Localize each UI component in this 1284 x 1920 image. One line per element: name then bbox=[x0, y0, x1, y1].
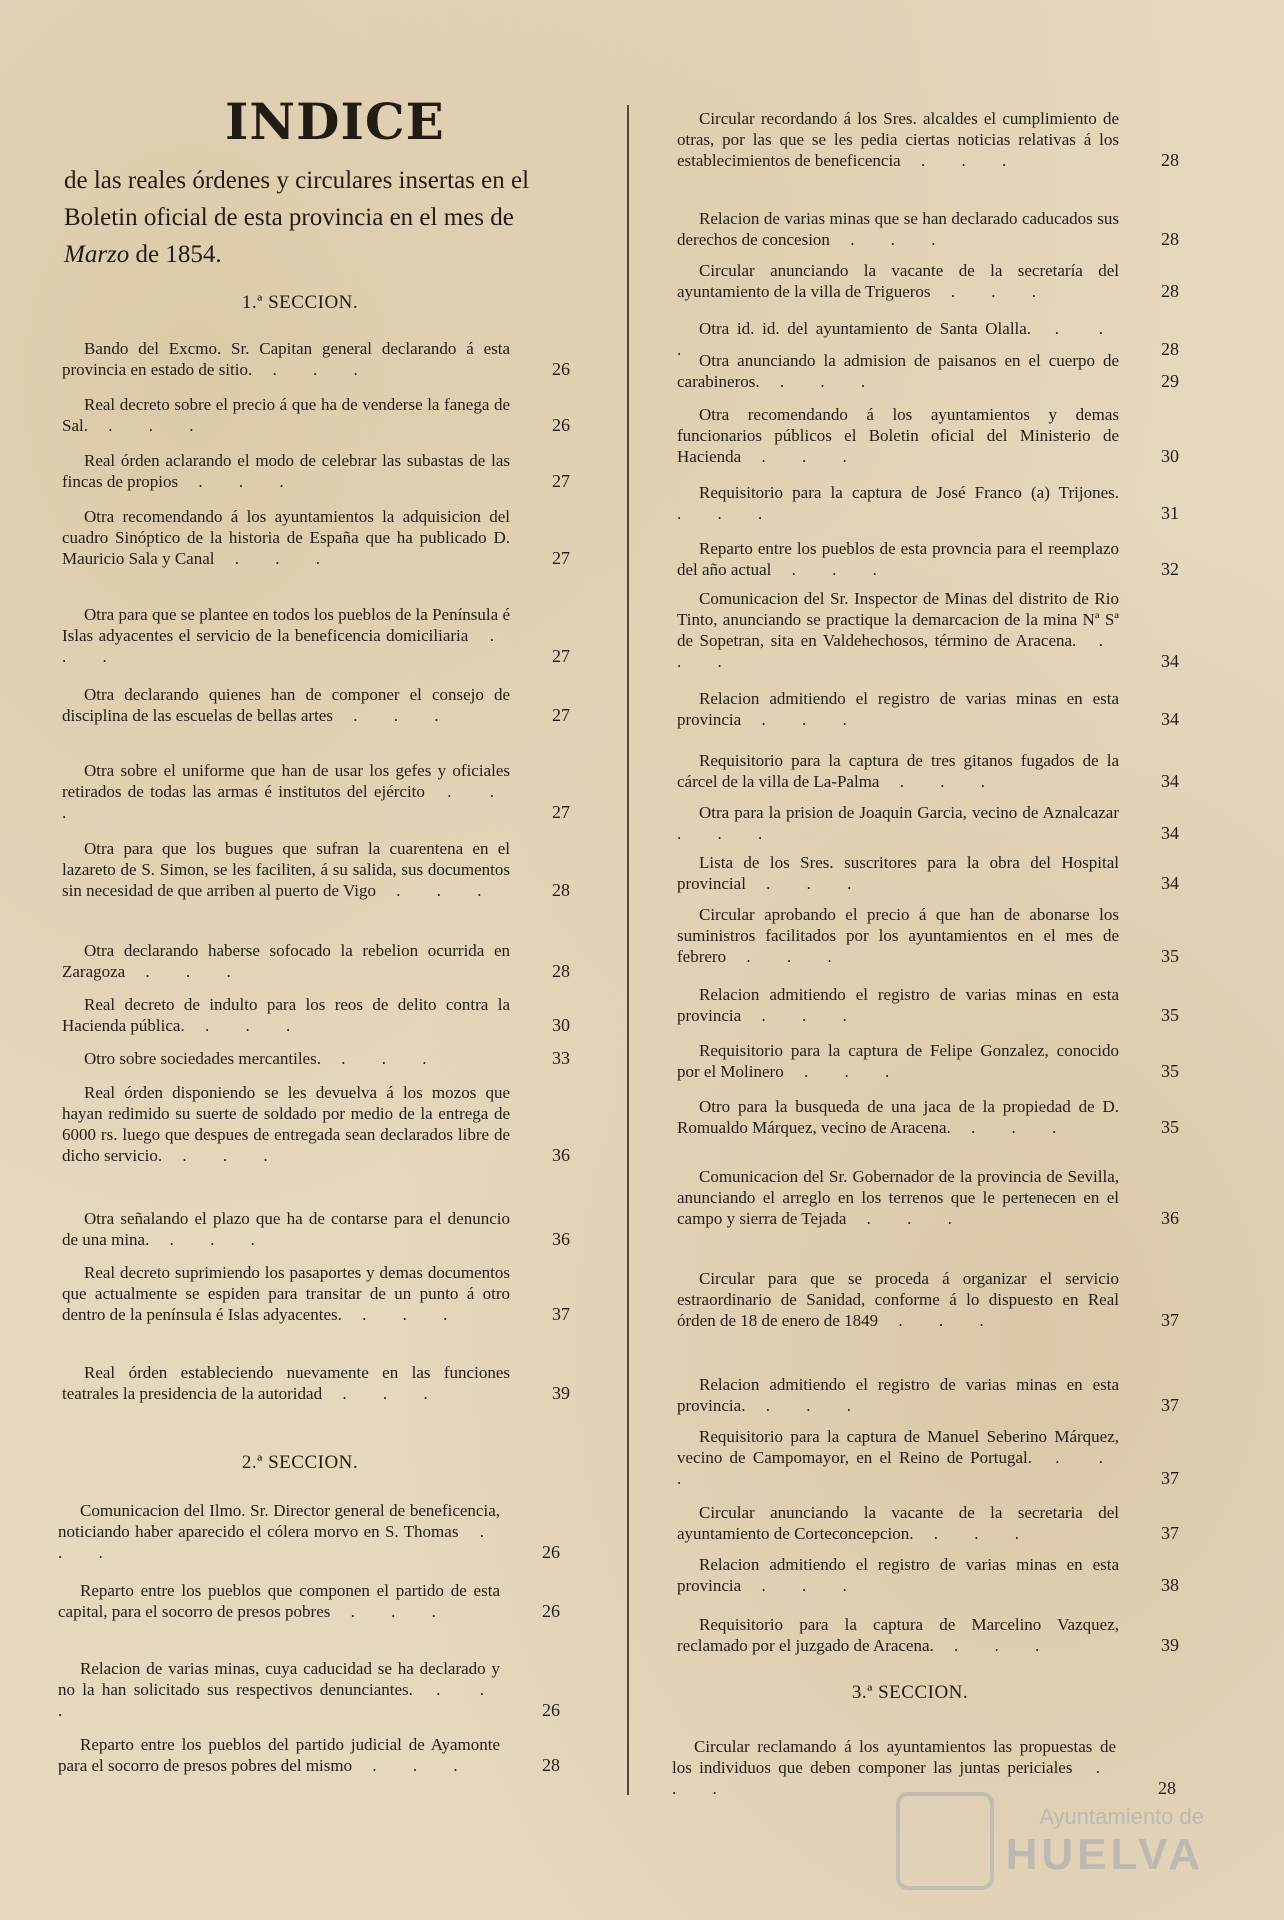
entry-text: Relacion admitiendo el registro de varias minas en esta provincia bbox=[677, 689, 1119, 729]
index-entry bbox=[677, 588, 1179, 672]
leader-dots: . . . bbox=[741, 1576, 863, 1595]
leader-dots: . . . bbox=[149, 1230, 271, 1249]
page-number: 36 bbox=[552, 1229, 570, 1249]
page-number: 35 bbox=[1161, 1061, 1179, 1081]
index-entry bbox=[677, 984, 1179, 1026]
entry-text: Real decreto de indulto para los reos de delito contra la Hacienda pública. bbox=[62, 995, 510, 1035]
subtitle-text-b: de 1854. bbox=[129, 241, 222, 268]
entry-text: Real decreto sobre el precio á que ha de venderse la fanega de Sal. bbox=[62, 395, 510, 435]
page-number: 26 bbox=[542, 1601, 560, 1621]
index-entry bbox=[677, 208, 1179, 250]
entry-text: Comunicacion del Ilmo. Sr. Director general de beneficencia, noticiando haber aparecido el cólera morvo en S. Thomas bbox=[58, 1501, 500, 1541]
index-entry bbox=[62, 760, 570, 823]
page-number: 35 bbox=[1161, 1005, 1179, 1025]
page-number: 38 bbox=[1161, 1575, 1179, 1595]
index-entry bbox=[62, 338, 570, 380]
leader-dots: . . . bbox=[125, 962, 247, 981]
index-entry bbox=[677, 1096, 1179, 1138]
page-number: 27 bbox=[552, 646, 570, 666]
page-number: 37 bbox=[552, 1304, 570, 1324]
section-3-heading: 3.ª SECCION. bbox=[851, 1682, 969, 1703]
page-number: 34 bbox=[1161, 771, 1179, 791]
leader-dots: . . . bbox=[87, 416, 210, 435]
entry-text: Reparto entre los pueblos de esta provncia para el reemplazo del año actual bbox=[677, 539, 1119, 579]
entry-text: Requisitorio para la captura de tres gitanos fugados de la cárcel de la villa de La-Palma bbox=[677, 751, 1119, 791]
index-entry bbox=[677, 750, 1179, 792]
leader-dots: . . . bbox=[352, 1756, 474, 1775]
entry-text: Reparto entre los pueblos que componen el partido de esta capital, para el socorro de presos pobres bbox=[58, 1581, 500, 1621]
page-number: 37 bbox=[1161, 1310, 1179, 1330]
index-entry bbox=[62, 394, 570, 436]
leader-dots: . . . bbox=[879, 772, 1001, 791]
leader-dots: . . . bbox=[677, 631, 1120, 671]
index-entry bbox=[62, 1362, 570, 1404]
leader-dots: . . . bbox=[376, 881, 498, 900]
entry-text: Otra para la prision de Joaquin Garcia, vecino de Aznalcazar bbox=[699, 803, 1119, 822]
index-entry bbox=[677, 688, 1179, 730]
archive-seal-icon bbox=[896, 1792, 994, 1890]
page-number: 37 bbox=[1161, 1468, 1179, 1488]
index-entry bbox=[58, 1500, 560, 1563]
entry-text: Bando del Excmo. Sr. Capitan general declarando á esta provincia en estado de sitio. bbox=[62, 339, 510, 379]
entry-text: Real órden disponiendo se les devuelva á los mozos que hayan redimido su suerte de soldado por medio de la entrega de 6000 rs. luego que despues de entregada sean declarados libre de dicho servicio. bbox=[62, 1083, 510, 1165]
section-1-heading: 1.ª SECCION. bbox=[241, 292, 359, 313]
index-entry bbox=[677, 260, 1179, 302]
entry-text: Relacion de varias minas, cuya caducidad se ha declarado y no la han solicitado sus respectivos denunciantes. bbox=[58, 1659, 500, 1699]
index-entry bbox=[677, 482, 1179, 524]
page-number: 39 bbox=[552, 1383, 570, 1403]
index-entry bbox=[62, 838, 570, 901]
page-number: 27 bbox=[552, 548, 570, 568]
page-number: 26 bbox=[552, 415, 570, 435]
entry-text: Otra para que los bugues que sufran la cuarentena en el lazareto de S. Simon, se les faciliten, á su salida, sus documentos sin necesidad de que arriben al puerto de Vigo bbox=[62, 839, 510, 900]
index-entry bbox=[62, 1082, 570, 1166]
index-entry bbox=[672, 1736, 1176, 1799]
archive-watermark bbox=[1006, 1804, 1204, 1880]
entry-text: Comunicacion del Sr. Inspector de Minas del distrito de Rio Tinto, anunciando se practique la demarcacion de la mina Nª Sª de Sopetran, sita en Valdehechosos, término de Aracena. bbox=[677, 589, 1119, 650]
entry-text: Real decreto suprimiendo los pasaportes y demas documentos que actualmente se espiden para transitar de un punto á otro dentro de la península é Islas adyacentes. bbox=[62, 1263, 510, 1324]
entry-text: Relacion de varias minas que se han declarado caducados sus derechos de concesion bbox=[677, 209, 1119, 249]
leader-dots: . . . bbox=[745, 1396, 867, 1415]
leader-dots: . . . bbox=[322, 1384, 444, 1403]
index-entry bbox=[62, 1208, 570, 1250]
index-entry bbox=[677, 802, 1179, 844]
page-number: 28 bbox=[1161, 281, 1179, 301]
page-number: 28 bbox=[1161, 229, 1179, 249]
page-number: 28 bbox=[1161, 339, 1179, 359]
entry-text: Reparto entre los pueblos del partido judicial de Ayamonte para el socorro de presos pobres del mismo bbox=[58, 1735, 500, 1775]
entry-text: Comunicacion del Sr. Gobernador de la provincia de Sevilla, anunciando el arreglo en los terrenos que le pertenecen en el campo y sierra de Tejada bbox=[677, 1167, 1119, 1228]
index-entry bbox=[62, 1048, 570, 1069]
entry-text: Otra recomendando á los ayuntamientos la adquisicion del cuadro Sinóptico de la historia de España que ha publicado D. Mauricio Sala y Canal bbox=[62, 507, 510, 568]
subtitle-text-a: de las reales órdenes y circulares insertas en el Boletin oficial de esta provincia en el mes de bbox=[64, 167, 530, 231]
index-entry bbox=[62, 1262, 570, 1325]
index-entry bbox=[58, 1734, 560, 1776]
leader-dots: . . . bbox=[252, 360, 374, 379]
column-divider bbox=[627, 105, 629, 1795]
subtitle bbox=[64, 162, 584, 273]
entry-text: Real órden estableciendo nuevamente en las funciones teatrales la presidencia de la autoridad bbox=[62, 1363, 510, 1403]
leader-dots: . . . bbox=[162, 1146, 284, 1165]
page-number: 37 bbox=[1161, 1395, 1179, 1415]
leader-dots: . . . bbox=[745, 874, 868, 893]
entry-text: Requisitorio para la captura de Felipe Gonzalez, conocido por el Molinero bbox=[677, 1041, 1119, 1081]
page-number: 28 bbox=[1158, 1778, 1176, 1798]
leader-dots: . . . bbox=[677, 1448, 1120, 1488]
leader-dots: . . . bbox=[330, 1602, 452, 1621]
entry-text: Relacion admitiendo el registro de varias minas en esta provincia. bbox=[677, 1375, 1119, 1415]
page-number: 28 bbox=[542, 1755, 560, 1775]
page-number: 39 bbox=[1161, 1635, 1179, 1655]
page-number: 32 bbox=[1161, 559, 1179, 579]
index-entry bbox=[58, 1580, 560, 1622]
index-entry bbox=[677, 1374, 1179, 1416]
index-entry bbox=[62, 994, 570, 1036]
page-number: 37 bbox=[1161, 1523, 1179, 1543]
index-entry bbox=[677, 904, 1179, 967]
entry-text: Circular anunciando la vacante de la secretaria del ayuntamiento de Corteconcepcion. bbox=[677, 1503, 1119, 1543]
leader-dots: . . . bbox=[829, 230, 952, 249]
page-number: 35 bbox=[1161, 1117, 1179, 1137]
page-number: 26 bbox=[542, 1542, 560, 1562]
leader-dots: . . . bbox=[741, 1006, 863, 1025]
leader-dots: . . . bbox=[741, 710, 863, 729]
leader-dots: . . . bbox=[878, 1311, 1000, 1330]
leader-dots: . . . bbox=[900, 151, 1023, 170]
page-number: 28 bbox=[552, 880, 570, 900]
leader-dots: . . . bbox=[846, 1209, 968, 1228]
index-entry bbox=[677, 1502, 1179, 1544]
index-entry bbox=[677, 538, 1179, 580]
index-entry bbox=[677, 1614, 1179, 1656]
entry-text: Requisitorio para la captura de José Franco (a) Trijones. bbox=[699, 483, 1119, 502]
page-number: 34 bbox=[1161, 823, 1179, 843]
watermark-top: Ayuntamiento de bbox=[1039, 1804, 1204, 1829]
index-entry bbox=[62, 940, 570, 982]
leader-dots: . . . bbox=[178, 472, 300, 491]
page-number: 29 bbox=[1161, 371, 1179, 391]
leader-dots: . . . bbox=[759, 372, 882, 391]
page-number: 34 bbox=[1161, 709, 1179, 729]
leader-dots: . . . bbox=[741, 447, 863, 466]
entry-text: Lista de los Sres. suscritores para la obra del Hospital provincial bbox=[677, 853, 1119, 893]
leader-dots: . . . bbox=[771, 560, 893, 579]
page-number: 34 bbox=[1161, 873, 1179, 893]
entry-text: Otra declarando quienes han de componer el consejo de disciplina de las escuelas de bellas artes bbox=[62, 685, 510, 725]
leader-dots: . . . bbox=[320, 1049, 443, 1068]
entry-text: Otro sobre sociedades mercantiles. bbox=[84, 1049, 321, 1068]
entry-text: Otra señalando el plazo que ha de contarse para el denuncio de una mina. bbox=[62, 1209, 510, 1249]
leader-dots: . . . bbox=[341, 1305, 464, 1324]
page-number: 28 bbox=[1161, 150, 1179, 170]
index-entry bbox=[677, 1166, 1179, 1229]
leader-dots: . . . bbox=[62, 626, 511, 666]
leader-dots: . . . bbox=[58, 1522, 500, 1562]
entry-text: Requisitorio para la captura de Manuel Seberino Márquez, vecino de Campomayor, en el Reino de Portugal. bbox=[677, 1427, 1119, 1467]
leader-dots: . . . bbox=[332, 706, 455, 725]
index-entry bbox=[62, 684, 570, 726]
index-entry bbox=[677, 350, 1179, 392]
watermark-bottom: HUELVA bbox=[1005, 1830, 1204, 1879]
entry-text: Circular anunciando la vacante de la secretaría del ayuntamiento de la villa de Trigueros bbox=[677, 261, 1119, 301]
page-title: INDICE bbox=[225, 92, 445, 151]
page-number: 33 bbox=[552, 1048, 570, 1068]
page-number: 26 bbox=[542, 1700, 560, 1720]
leader-dots: . . . bbox=[184, 1016, 307, 1035]
index-entry bbox=[677, 1268, 1179, 1331]
page-number: 35 bbox=[1161, 946, 1179, 966]
page-number: 30 bbox=[552, 1015, 570, 1035]
entry-text: Otra id. id. del ayuntamiento de Santa Olalla. bbox=[699, 319, 1032, 338]
index-entry bbox=[677, 1554, 1179, 1596]
entry-text: Otra sobre el uniforme que han de usar los gefes y oficiales retirados de todas las armas é institutos del ejército bbox=[62, 761, 510, 801]
page-number: 28 bbox=[552, 961, 570, 981]
leader-dots: . . . bbox=[913, 1524, 1035, 1543]
section-2-heading: 2.ª SECCION. bbox=[241, 1452, 359, 1473]
leader-dots: . . . bbox=[672, 1758, 1117, 1798]
page-number: 34 bbox=[1161, 651, 1179, 671]
page-number: 26 bbox=[552, 359, 570, 379]
leader-dots: . . . bbox=[783, 1062, 906, 1081]
entry-text: Circular reclamando á los ayuntamientos las propuestas de los individuos que deben componer las juntas periciales bbox=[672, 1737, 1116, 1777]
entry-text: Otra para que se plantee en todos los pueblos de la Península é Islas adyacentes el servicio de la beneficencia domiciliaria bbox=[62, 605, 510, 645]
index-entry bbox=[58, 1658, 560, 1721]
index-entry bbox=[677, 1426, 1179, 1489]
page-number: 31 bbox=[1161, 503, 1179, 523]
entry-text: Requisitorio para la captura de Marcelino Vazquez, reclamado por el juzgado de Aracena. bbox=[677, 1615, 1119, 1655]
entry-text: Otra declarando haberse sofocado la rebelion ocurrida en Zaragoza bbox=[62, 941, 510, 981]
index-entry bbox=[677, 108, 1179, 171]
page-number: 27 bbox=[552, 471, 570, 491]
entry-text: Circular recordando á los Sres. alcaldes el cumplimiento de otras, por las que se les pedia ciertas noticias relativas á los establecimientos de beneficencia bbox=[677, 109, 1119, 170]
page-number: 27 bbox=[552, 705, 570, 725]
page-number: 30 bbox=[1161, 446, 1179, 466]
page-number: 36 bbox=[1161, 1208, 1179, 1228]
leader-dots: . . . bbox=[62, 782, 511, 822]
entry-text: Circular aprobando el precio á que han de abonarse los suministros facilitados por los ayuntamientos en el mes de febrero bbox=[677, 905, 1119, 966]
leader-dots: . . . bbox=[677, 824, 779, 843]
leader-dots: . . . bbox=[950, 1118, 1073, 1137]
leader-dots: . . . bbox=[933, 1636, 1056, 1655]
index-entry bbox=[677, 404, 1179, 467]
leader-dots: . . . bbox=[726, 947, 848, 966]
index-entry bbox=[62, 604, 570, 667]
entry-text: Relacion admitiendo el registro de varias minas en esta provincia bbox=[677, 1555, 1119, 1595]
entry-text: Otro para la busqueda de una jaca de la propiedad de D. Romualdo Márquez, vecino de Aracena. bbox=[677, 1097, 1119, 1137]
entry-text: Circular para que se proceda á organizar el servicio estraordinario de Sanidad, conforme á lo dispuesto en Real órden de 18 de enero de 1849 bbox=[677, 1269, 1119, 1330]
leader-dots: . . . bbox=[677, 319, 1119, 359]
subtitle-month: Marzo bbox=[64, 241, 130, 268]
leader-dots: . . . bbox=[58, 1680, 500, 1720]
entry-text: Real órden aclarando el modo de celebrar las subastas de las fincas de propios bbox=[62, 451, 510, 491]
index-entry bbox=[677, 1040, 1179, 1082]
entry-text: Otra recomendando á los ayuntamientos y demas funcionarios públicos el Boletin oficial del Ministerio de Hacienda bbox=[677, 405, 1119, 466]
index-entry bbox=[677, 852, 1179, 894]
page-number: 36 bbox=[552, 1145, 570, 1165]
leader-dots: . . . bbox=[677, 504, 779, 523]
index-entry bbox=[62, 506, 570, 569]
entry-text: Otra anunciando la admision de paisanos en el cuerpo de carabineros. bbox=[677, 351, 1119, 391]
page-number: 27 bbox=[552, 802, 570, 822]
leader-dots: . . . bbox=[214, 549, 336, 568]
leader-dots: . . . bbox=[930, 282, 1053, 301]
index-entry bbox=[62, 450, 570, 492]
entry-text: Relacion admitiendo el registro de varias minas en esta provincia bbox=[677, 985, 1119, 1025]
